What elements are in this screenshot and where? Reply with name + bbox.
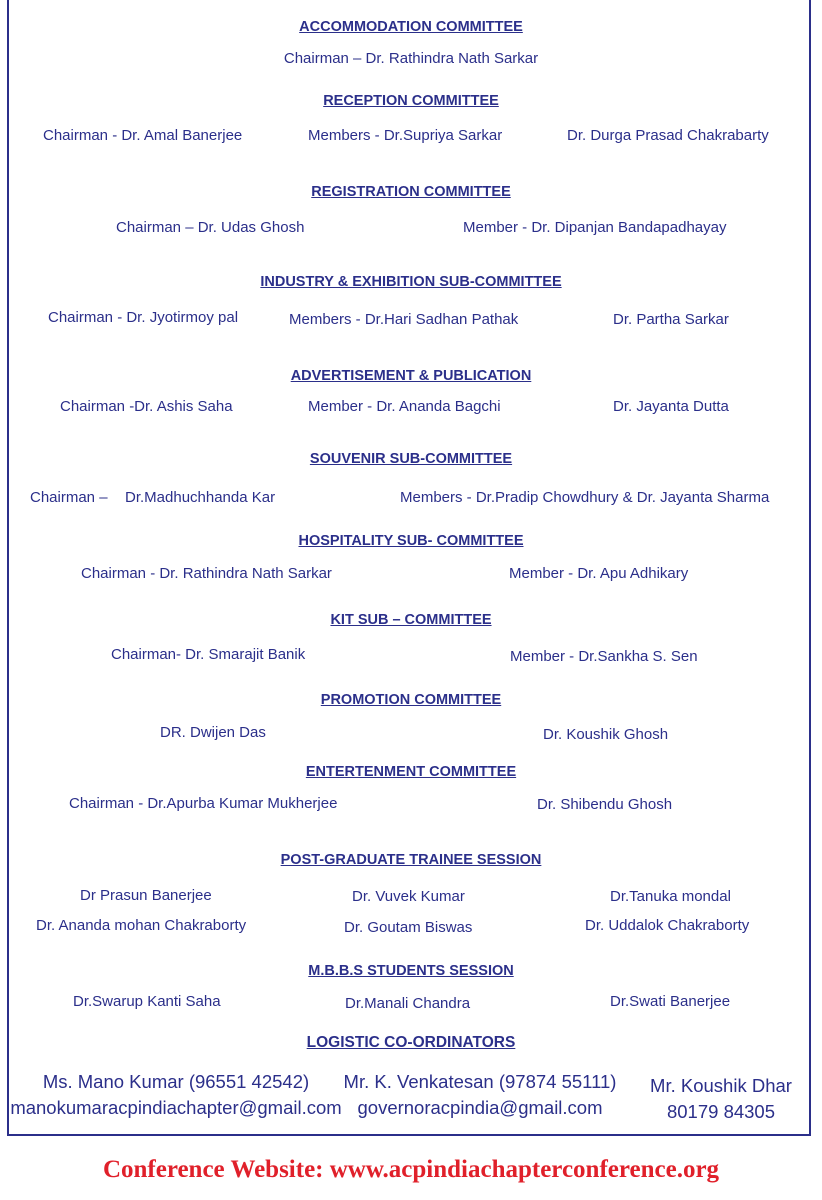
reception-chairman: Chairman - Dr. Amal Banerjee bbox=[43, 127, 243, 144]
logistic-coordinator3-phone: 80179 84305 bbox=[666, 1101, 776, 1122]
souvenir-chairman-name: Dr.Madhuchhanda Kar bbox=[125, 489, 276, 506]
logistic-coordinator2-email: governoracpindia@gmail.com bbox=[357, 1097, 603, 1118]
logistic-coordinator3-name: Mr. Koushik Dhar bbox=[650, 1075, 792, 1096]
hospitality-member: Member - Dr. Apu Adhikary bbox=[509, 565, 689, 582]
logistic-coordinator2-name: Mr. K. Venkatesan (97874 55111) bbox=[343, 1071, 617, 1092]
entertainment-member: Dr. Shibendu Ghosh bbox=[537, 796, 673, 813]
postgraduate-name: Dr. Goutam Biswas bbox=[344, 919, 473, 936]
reception-members: Members - Dr.Supriya Sarkar bbox=[308, 127, 503, 144]
postgraduate-name: Dr Prasun Banerjee bbox=[80, 887, 212, 904]
conference-website: Conference Website: www.acpindiachapterconference.org bbox=[102, 1156, 720, 1183]
logistic-coordinator1-name: Ms. Mano Kumar (96551 42542) bbox=[42, 1071, 310, 1092]
promotion-member2: Dr. Koushik Ghosh bbox=[543, 726, 669, 743]
mbbs-name: Dr.Manali Chandra bbox=[345, 995, 471, 1012]
advertisement-title: ADVERTISEMENT & PUBLICATION bbox=[290, 368, 532, 384]
logistic-coordinator1-email: manokumaracpindiachapter@gmail.com bbox=[10, 1097, 342, 1118]
industry-chairman: Chairman - Dr. Jyotirmoy pal bbox=[48, 309, 239, 326]
industry-member2: Dr. Partha Sarkar bbox=[613, 311, 729, 328]
reception-title: RECEPTION COMMITTEE bbox=[323, 93, 499, 109]
advertisement-member: Member - Dr. Ananda Bagchi bbox=[308, 398, 501, 415]
kit-chairman: Chairman- Dr. Smarajit Banik bbox=[111, 646, 306, 663]
advertisement-member2: Dr. Jayanta Dutta bbox=[613, 398, 729, 415]
industry-members: Members - Dr.Hari Sadhan Pathak bbox=[289, 311, 519, 328]
souvenir-title: SOUVENIR SUB-COMMITTEE bbox=[309, 451, 513, 467]
mbbs-name: Dr.Swati Banerjee bbox=[610, 993, 731, 1010]
postgraduate-name: Dr. Vuvek Kumar bbox=[352, 888, 465, 905]
souvenir-members: Members - Dr.Pradip Chowdhury & Dr. Jayanta Sharma bbox=[400, 489, 770, 506]
kit-member: Member - Dr.Sankha S. Sen bbox=[510, 648, 698, 665]
industry-title: INDUSTRY & EXHIBITION SUB-COMMITTEE bbox=[260, 274, 562, 290]
accommodation-chairman: Chairman – Dr. Rathindra Nath Sarkar bbox=[283, 50, 539, 67]
accommodation-title: ACCOMMODATION COMMITTEE bbox=[299, 19, 523, 35]
logistic-title: LOGISTIC CO-ORDINATORS bbox=[306, 1034, 516, 1051]
postgraduate-title: POST-GRADUATE TRAINEE SESSION bbox=[280, 852, 542, 868]
mbbs-name: Dr.Swarup Kanti Saha bbox=[73, 993, 221, 1010]
advertisement-chairman: Chairman -Dr. Ashis Saha bbox=[60, 398, 233, 415]
registration-title: REGISTRATION COMMITTEE bbox=[311, 184, 511, 200]
souvenir-chairman-label: Chairman – bbox=[30, 489, 108, 506]
postgraduate-name: Dr.Tanuka mondal bbox=[610, 888, 731, 905]
reception-member2: Dr. Durga Prasad Chakrabarty bbox=[567, 127, 769, 144]
promotion-title: PROMOTION COMMITTEE bbox=[320, 692, 502, 708]
entertainment-title: ENTERTENMENT COMMITTEE bbox=[305, 764, 517, 780]
mbbs-title: M.B.B.S STUDENTS SESSION bbox=[308, 963, 514, 979]
hospitality-title: HOSPITALITY SUB- COMMITTEE bbox=[298, 533, 524, 549]
kit-title: KIT SUB – COMMITTEE bbox=[330, 612, 492, 628]
postgraduate-name: Dr. Ananda mohan Chakraborty bbox=[36, 917, 247, 934]
registration-member: Member - Dr. Dipanjan Bandapadhayay bbox=[463, 219, 727, 236]
hospitality-chairman: Chairman - Dr. Rathindra Nath Sarkar bbox=[81, 565, 332, 582]
registration-chairman: Chairman – Dr. Udas Ghosh bbox=[116, 219, 305, 236]
entertainment-chairman: Chairman - Dr.Apurba Kumar Mukherjee bbox=[69, 795, 338, 812]
promotion-member1: DR. Dwijen Das bbox=[160, 724, 266, 741]
postgraduate-name: Dr. Uddalok Chakraborty bbox=[585, 917, 750, 934]
